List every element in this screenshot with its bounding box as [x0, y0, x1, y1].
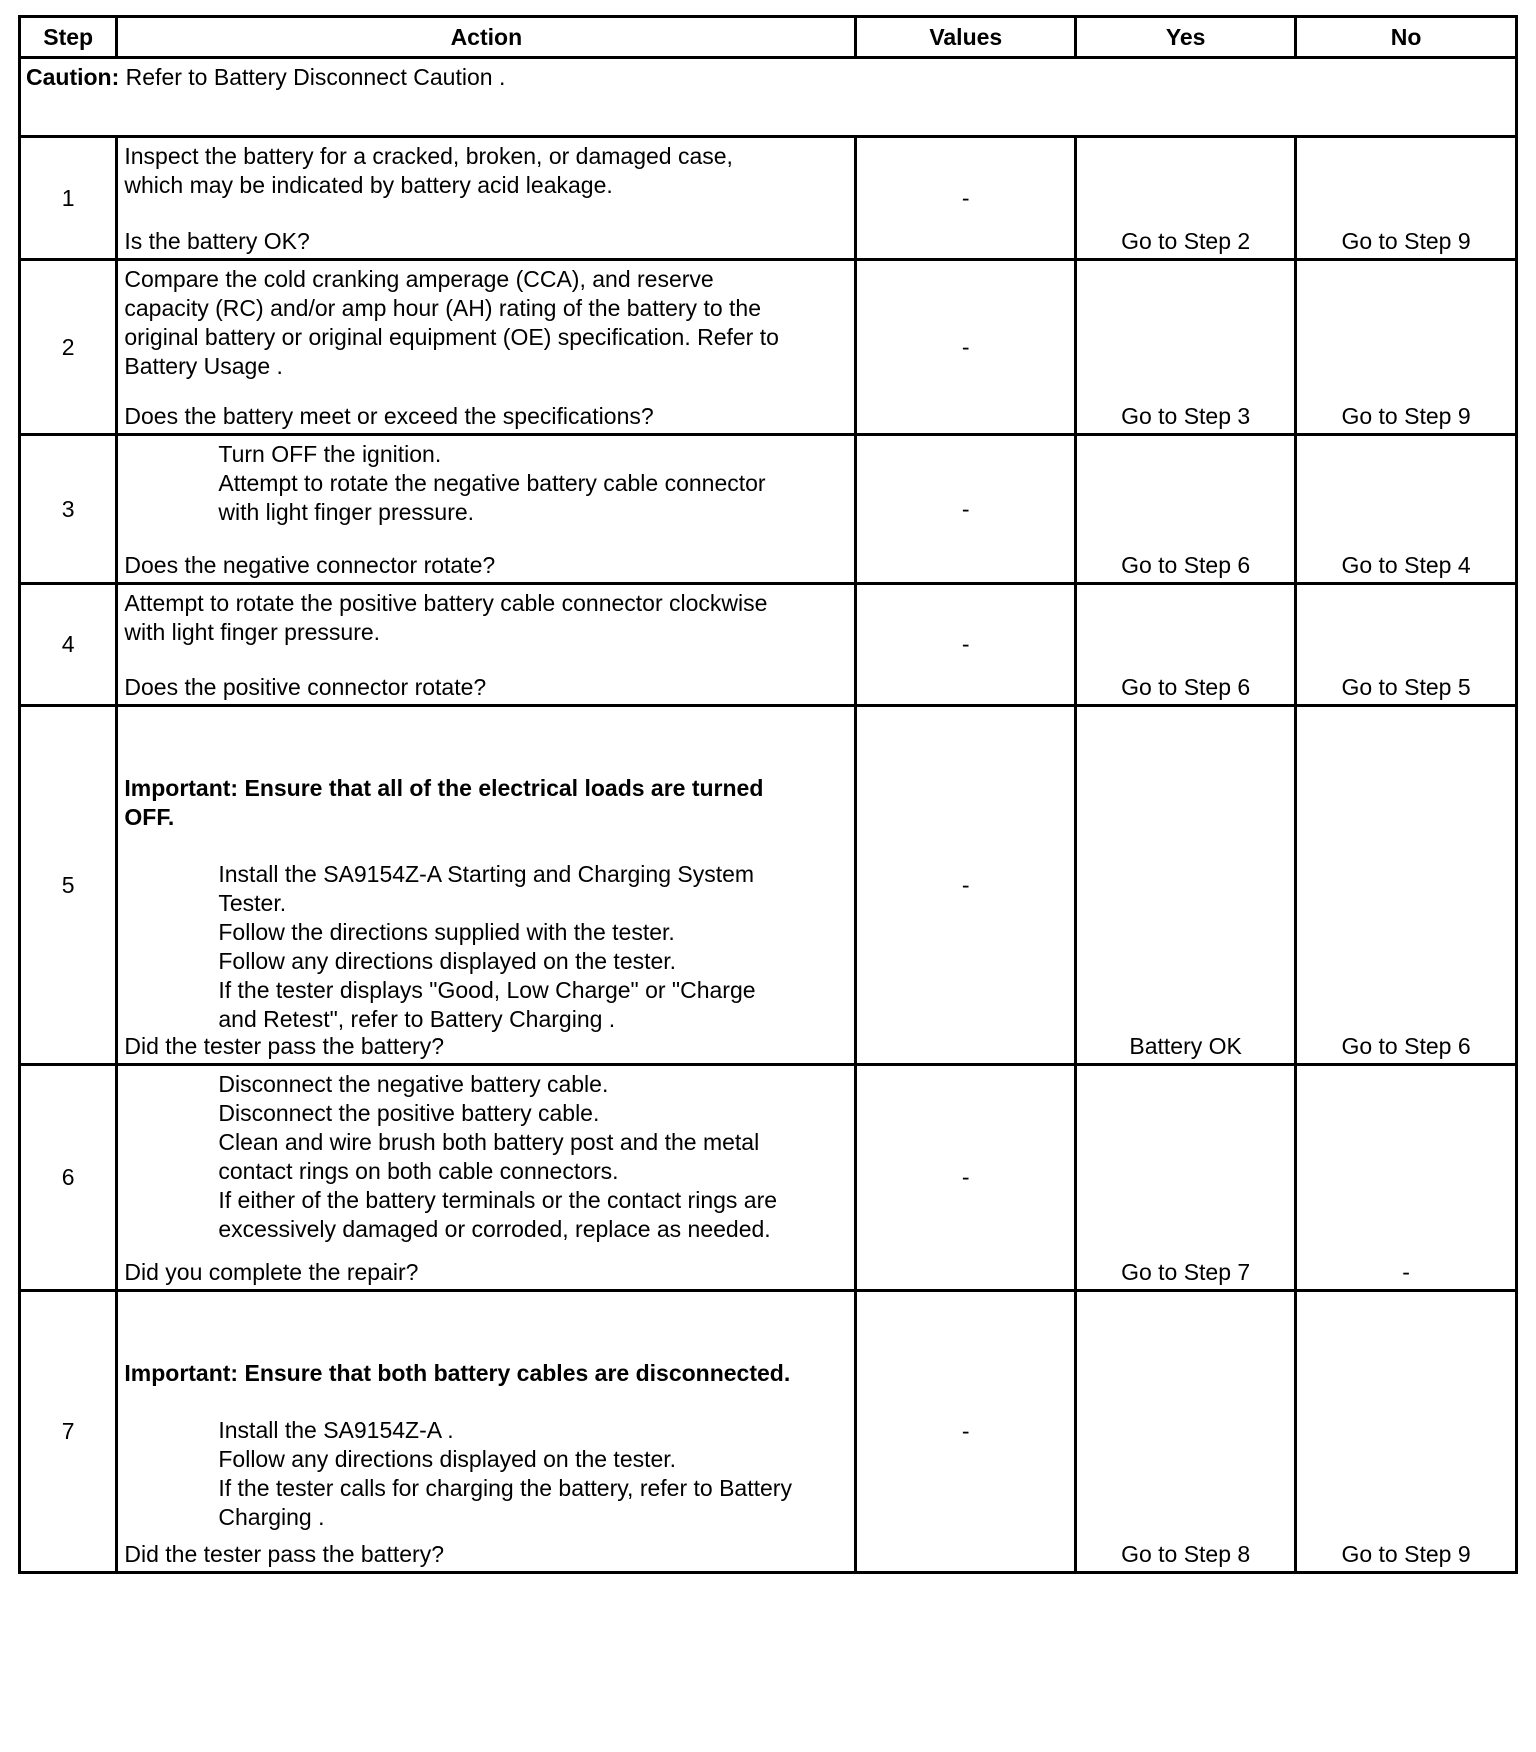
no-cell: -	[1296, 1065, 1517, 1291]
action-line: Compare the cold cranking amperage (CCA), and reserve	[124, 266, 714, 292]
step-number: 3	[20, 435, 117, 584]
important-line: Important: Ensure that both battery cables are disconnected.	[124, 1360, 791, 1386]
action-line: which may be indicated by battery acid leakage.	[124, 172, 613, 198]
values-cell: -	[856, 1065, 1076, 1291]
action-line: If the tester displays "Good, Low Charge" or "Charge	[218, 977, 756, 1003]
action-line: capacity (RC) and/or amp hour (AH) rating of the battery to the	[124, 295, 761, 321]
yes-cell: Go to Step 2	[1076, 137, 1296, 260]
values-cell: -	[856, 1291, 1076, 1573]
action-line: and Retest", refer to Battery Charging .	[218, 1006, 616, 1032]
action-line: Battery Usage .	[124, 353, 283, 379]
action-line: Disconnect the positive battery cable.	[218, 1100, 600, 1126]
question-text: Did the tester pass the battery?	[124, 1033, 444, 1059]
action-line: Attempt to rotate the negative battery cable connector	[218, 470, 766, 496]
step-number: 4	[20, 584, 117, 706]
caution-row	[20, 58, 1517, 137]
step-number: 7	[20, 1291, 117, 1573]
yes-cell: Go to Step 7	[1076, 1065, 1296, 1291]
values-cell: -	[856, 260, 1076, 435]
values-cell: -	[856, 584, 1076, 706]
diagnostic-table	[18, 15, 1518, 1574]
table-row	[20, 137, 1517, 260]
action-cell	[117, 1065, 856, 1291]
action-cell	[117, 584, 856, 706]
action-cell	[117, 706, 856, 1065]
yes-cell: Battery OK	[1076, 706, 1296, 1065]
important-line: Important: Ensure that all of the electrical loads are turned	[124, 775, 764, 801]
action-line: Install the SA9154Z-A .	[218, 1417, 454, 1443]
header-row	[20, 17, 1517, 58]
question-text: Does the positive connector rotate?	[124, 674, 487, 700]
action-line: with light finger pressure.	[124, 619, 381, 645]
table-row	[20, 260, 1517, 435]
action-line: Follow the directions supplied with the tester.	[218, 919, 675, 945]
action-line: If the tester calls for charging the battery, refer to Battery	[218, 1475, 792, 1501]
header-values: Values	[856, 17, 1076, 58]
yes-cell: Go to Step 6	[1076, 435, 1296, 584]
no-cell: Go to Step 9	[1296, 137, 1517, 260]
no-cell: Go to Step 9	[1296, 260, 1517, 435]
no-cell: Go to Step 5	[1296, 584, 1517, 706]
yes-cell: Go to Step 8	[1076, 1291, 1296, 1573]
caution-cell	[20, 58, 1517, 137]
action-line: contact rings on both cable connectors.	[218, 1158, 619, 1184]
no-cell: Go to Step 4	[1296, 435, 1517, 584]
question-text: Is the battery OK?	[124, 228, 310, 254]
action-line: Install the SA9154Z-A Starting and Charging System	[218, 861, 755, 887]
action-line: Turn OFF the ignition.	[218, 441, 442, 467]
question-text: Does the negative connector rotate?	[124, 552, 496, 578]
question-text: Does the battery meet or exceed the specifications?	[124, 403, 654, 429]
step-number: 5	[20, 706, 117, 1065]
action-line: Inspect the battery for a cracked, broken, or damaged case,	[124, 143, 733, 169]
important-line: OFF.	[124, 804, 175, 830]
action-cell	[117, 137, 856, 260]
action-line: with light finger pressure.	[218, 499, 475, 525]
caution-label: Caution:	[26, 64, 120, 90]
action-line: original battery or original equipment (OE) specification. Refer to	[124, 324, 779, 350]
no-cell: Go to Step 9	[1296, 1291, 1517, 1573]
action-line: Clean and wire brush both battery post and the metal	[218, 1129, 760, 1155]
action-line: Attempt to rotate the positive battery cable connector clockwise	[124, 590, 768, 616]
action-line: Tester.	[218, 890, 287, 916]
values-cell: -	[856, 435, 1076, 584]
action-line: Follow any directions displayed on the tester.	[218, 948, 677, 974]
question-text: Did you complete the repair?	[124, 1259, 419, 1285]
action-cell	[117, 260, 856, 435]
step-number: 1	[20, 137, 117, 260]
action-line: excessively damaged or corroded, replace as needed.	[218, 1216, 771, 1242]
table-row	[20, 1291, 1517, 1573]
header-action: Action	[117, 17, 856, 58]
question-text: Did the tester pass the battery?	[124, 1541, 444, 1567]
table-row	[20, 1065, 1517, 1291]
step-number: 2	[20, 260, 117, 435]
yes-cell: Go to Step 3	[1076, 260, 1296, 435]
table-row	[20, 584, 1517, 706]
values-cell: -	[856, 137, 1076, 260]
step-number: 6	[20, 1065, 117, 1291]
values-cell: -	[856, 706, 1076, 1065]
header-no: No	[1296, 17, 1517, 58]
action-cell	[117, 435, 856, 584]
header-yes: Yes	[1076, 17, 1296, 58]
action-line: If either of the battery terminals or the contact rings are	[218, 1187, 778, 1213]
action-line: Follow any directions displayed on the tester.	[218, 1446, 677, 1472]
table-row	[20, 435, 1517, 584]
action-line: Disconnect the negative battery cable.	[218, 1071, 609, 1097]
yes-cell: Go to Step 6	[1076, 584, 1296, 706]
caution-text: Refer to Battery Disconnect Caution .	[119, 64, 506, 90]
no-cell: Go to Step 6	[1296, 706, 1517, 1065]
action-cell	[117, 1291, 856, 1573]
header-step: Step	[20, 17, 117, 58]
action-line: Charging .	[218, 1504, 325, 1530]
table-row	[20, 706, 1517, 1065]
